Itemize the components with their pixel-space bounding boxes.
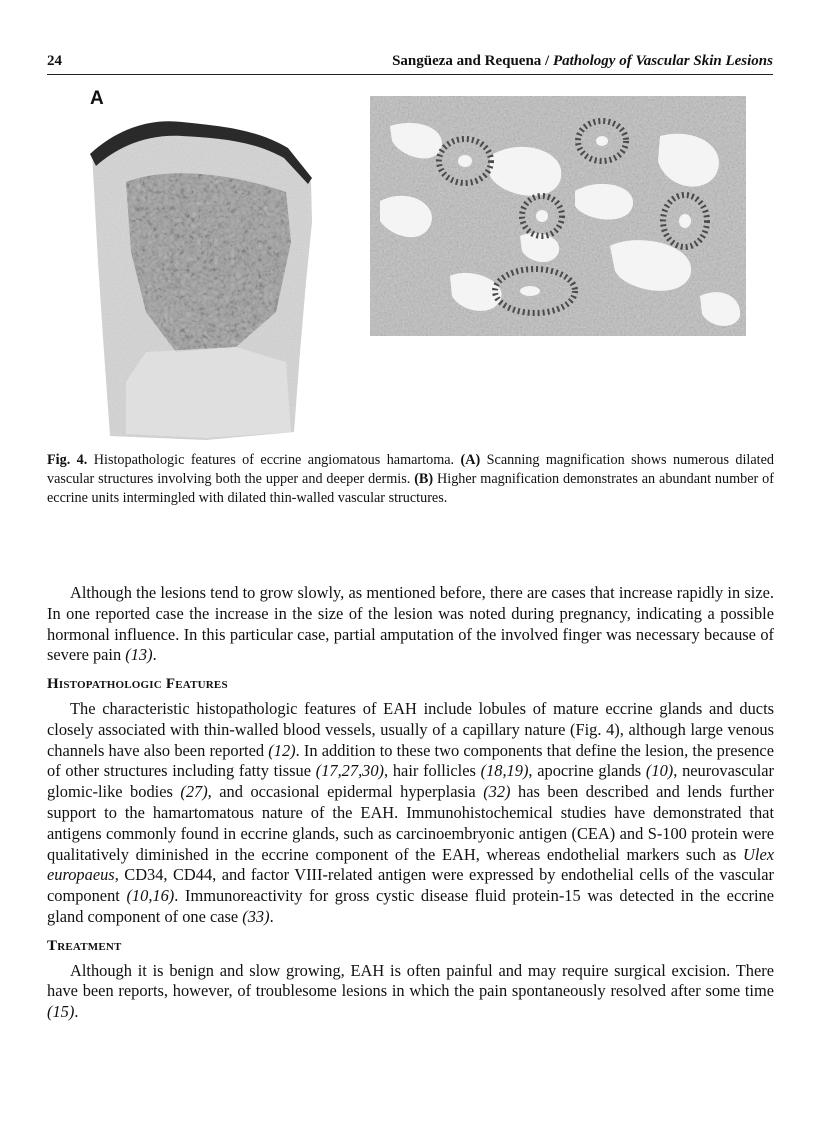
intro-paragraph — [47, 583, 774, 666]
histopathology-paragraph — [47, 699, 774, 928]
citation: (13) — [125, 645, 153, 665]
histo-text-1: The characteristic histopathologic features of EAH include lobules of mature eccrine glands and ducts closely associated with thin-walled blood vessels, usually of a capillary nature (Fig. 4), although large venous channels have also been reported — [47, 698, 774, 760]
figure-panel-b-micrograph — [370, 96, 746, 336]
citation: (15) — [47, 1002, 75, 1022]
section-heading-treatment: Treatment — [47, 937, 122, 954]
body-text — [47, 583, 774, 1023]
page-number: 24 — [47, 53, 62, 69]
citation: (18,19) — [480, 761, 529, 781]
histo-end: . — [269, 906, 274, 926]
treatment-end: . — [74, 1002, 79, 1022]
caption-a-text: Scanning magnification shows numerous dilated vascular structures involving both the upper and deeper dermis. — [47, 452, 775, 487]
treatment-text: Although it is benign and slow growing, EAH is often painful and may require surgical excision. There have been reports, however, of troublesome lesions in which the pain spontaneously resolved after some time — [47, 960, 774, 1001]
histo-text-7: has been described and lends further support to the hamartomatous nature of the EAH. Immunohistochemical studies have demonstrated that antigens commonly found in eccrine glands, such as carcinoembryonic antigen (CEA) and S-100 protein were qualitatively diminished in the eccrine component of the EAH, whereas endothelial markers such as — [47, 782, 774, 864]
citation: (10,16) — [126, 886, 175, 906]
histo-text-9: . Immunoreactivity for gross cystic disease fluid protein-15 was detected in the eccrine gland component of one case — [47, 886, 774, 926]
citation: (27) — [180, 782, 208, 802]
histo-text-2: . In addition to these two components that define the lesion, the presence of other structures including fatty tissue — [47, 740, 774, 781]
figure-caption — [47, 451, 774, 508]
histo-text-3: , hair follicles — [384, 761, 481, 781]
caption-b-tag: (B) — [414, 471, 434, 487]
running-header — [47, 50, 773, 75]
intro-text: Although the lesions tend to grow slowly, as mentioned before, there are cases that increase rapidly in size. In one reported case the increase in the size of the lesion was noted during pregnancy, indicating a possible hormonal influence. In this particular case, partial amputation of the involved finger was necessary because of severe pain — [47, 583, 774, 665]
citation: (12) — [268, 740, 296, 760]
citation: (32) — [483, 782, 511, 802]
running-title-authors: Sangüeza and Requena / — [392, 53, 553, 69]
caption-a-tag: (A) — [460, 452, 481, 468]
citation: (17,27,30) — [315, 761, 385, 781]
figure-panel-a-micrograph — [86, 112, 322, 442]
species-name: Ulex europaeus — [47, 844, 774, 885]
panel-a-label: A — [90, 88, 104, 109]
histo-text-6: , and occasional epidermal hyperplasia — [207, 782, 484, 802]
histo-text-4: , apocrine glands — [528, 761, 646, 781]
treatment-paragraph — [47, 961, 774, 1023]
caption-b-text: Higher magnification demonstrates an abundant number of eccrine units intermingled with dilated thin-walled vascular structures. — [47, 471, 774, 506]
caption-fig-label: Fig. 4. — [47, 452, 88, 468]
running-title-book: Pathology of Vascular Skin Lesions — [552, 53, 773, 69]
histo-text-5: , neurovascular glomic-like bodies — [47, 761, 774, 802]
citation: (10) — [645, 761, 674, 781]
caption-intro: Histopathologic features of eccrine angiomatous hamartoma. — [87, 452, 461, 468]
running-title — [392, 53, 773, 70]
histo-text-8: , CD34, CD44, and factor VIII-related antigen were expressed by endothelial cells of the vascular component — [47, 865, 774, 906]
intro-end: . — [152, 645, 157, 665]
citation: (33) — [242, 906, 270, 926]
section-heading-histopathologic-features: Histopathologic Features — [47, 676, 228, 693]
